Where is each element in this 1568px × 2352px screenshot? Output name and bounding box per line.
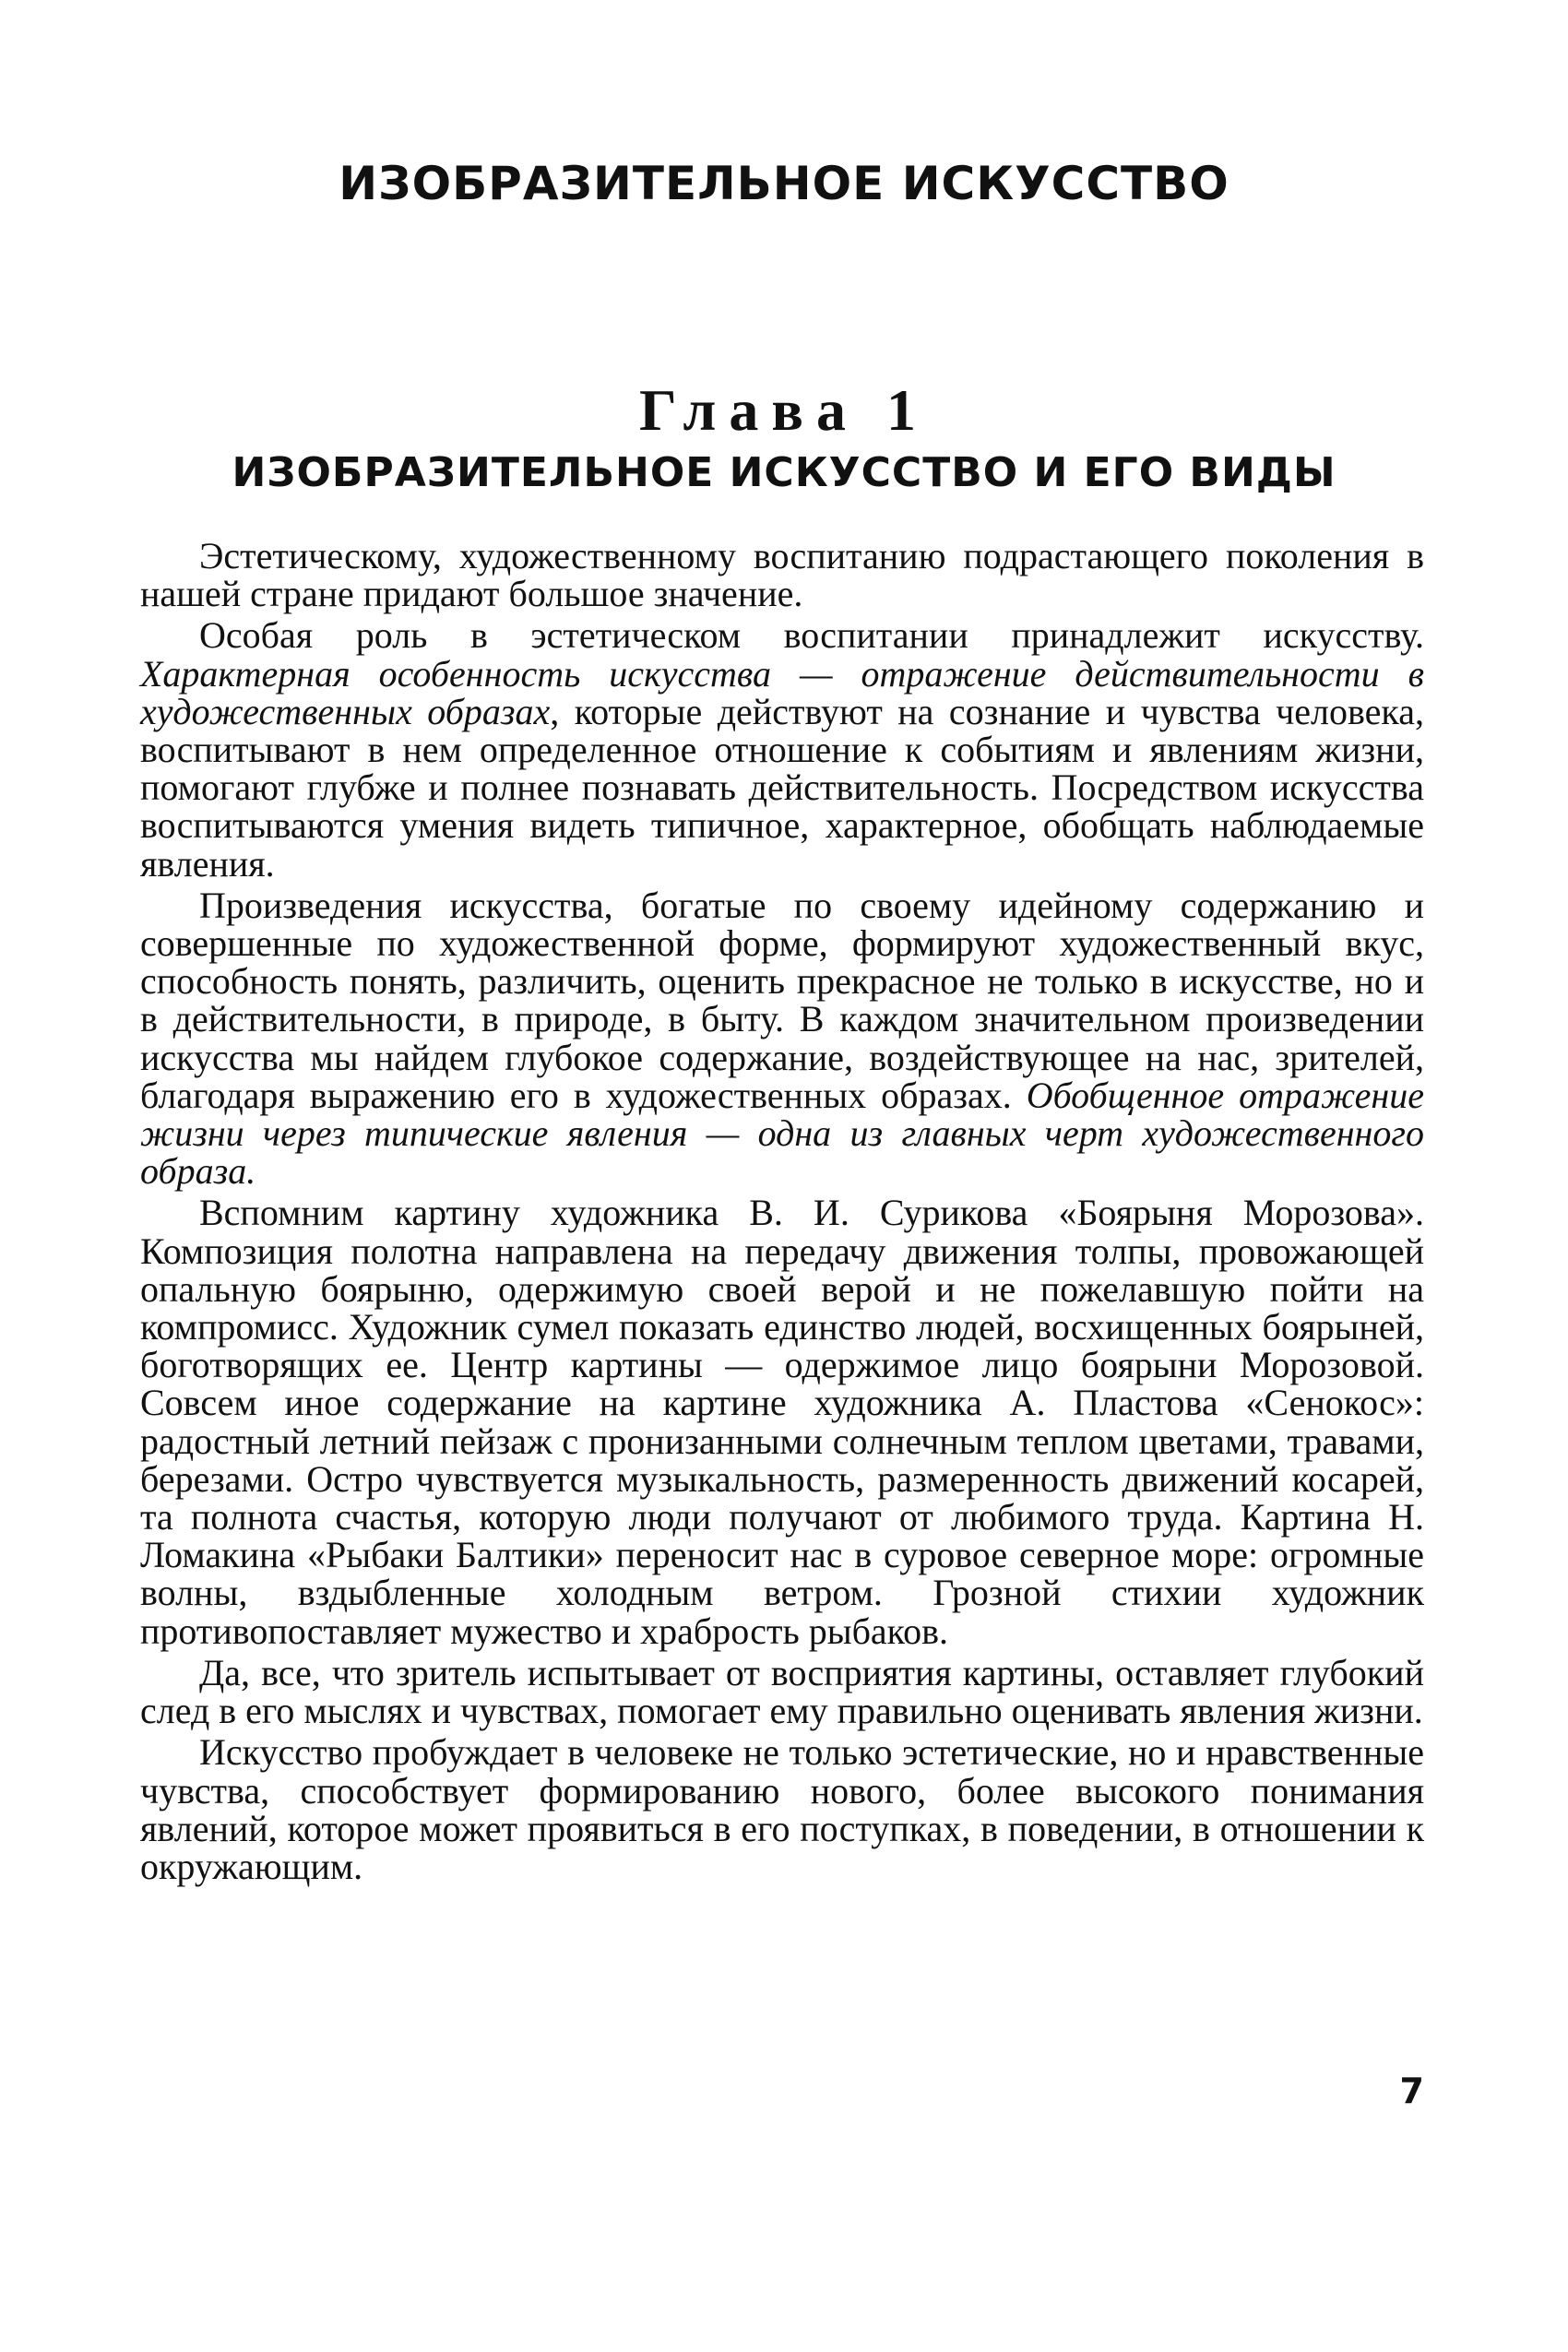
page-number: 7: [1399, 2071, 1424, 2111]
paragraph-6: [140, 1733, 1424, 1885]
paragraph-6-text: Искусство пробуждает в человеке не только эстетические, но и нравственные чувства, способствует формированию нового, более высокого понимания явлений, которое может проявиться в его поступках, в поведении, в отношении к окружающим.: [140, 1731, 1424, 1887]
section-title: ИЗОБРАЗИТЕЛЬНОЕ ИСКУССТВО: [339, 157, 1229, 210]
paragraph-3: [140, 886, 1424, 1191]
paragraph-4: [140, 1192, 1424, 1652]
paragraph-5: [140, 1651, 1424, 1732]
paragraph-5-text: Да, все, что зритель испытывает от восприятия картины, оставляет глубокий след в его мыслях и чувствах, помогает ему правильно оценивать явления жизни.: [140, 1651, 1424, 1732]
paragraph-1: [140, 535, 1424, 615]
paragraph-4-text: Вспомним картину художника В. И. Сурикова «Боярыня Морозова». Композиция полотна направлена на передачу движения толпы, провожающей опальную боярыню, одержимую своей верой и не пожелавшую пойти на компромисс. Художник сумел показать единство людей, восхищенных боярыней, боготворящих ее. Центр картины — одержимое лицо боярыни Морозовой. Совсем иное содержание на картине художника А. Пластова «Сенокос»: радостный летний пейзаж с пронизанными солнечным теплом цветами, травами, березами. Остро чувствуется музыкальность, размеренность движений косарей, та полнота счастья, которую люди получают от любимого труда. Картина Н. Ломакина «Рыбаки Балтики» переносит нас в суровое северное море: огромные волны, вздыбленные холодным ветром. Грозной стихии художник противопоставляет мужество и храбрость рыбаков.: [140, 1192, 1424, 1652]
paragraph-3-emphasis: Обобщенное отражение жизни через типические явления — одна из главных черт художественного образа.: [140, 1074, 1425, 1193]
paragraph-1-text: Эстетическому, художественному воспитанию подрастающего поколения в нашей стране придают большое значение.: [140, 535, 1424, 615]
chapter-title: ИЗОБРАЗИТЕЛЬНОЕ ИСКУССТВО И ЕГО ВИДЫ: [232, 449, 1336, 496]
paragraph-2-emphasis: Характерная особенность искусства — отражение действительности в художественных образах: [140, 652, 1424, 732]
body-text: [140, 537, 1424, 1889]
chapter-label: Глава 1: [639, 377, 929, 443]
paragraph-3-text: Произведения искусства, богатые по своему идейному содержанию и совершенные по художественной форме, формируют художественный вкус, способность понять, различить, оценить прекрасное не только в искусстве, но и в действительности, в природе, в быту. В каждом значительном произведении искусства мы найдем глубокое содержание, воздействующее на нас, зрителей, благодаря выражению его в художественных образах.: [140, 884, 1424, 1116]
paragraph-2: [140, 614, 1424, 885]
paragraph-2-text-end: , которые действуют на сознание и чувства человека, воспитывают в нем определенное отношение к событиям и явлениям жизни, помогают глубже и полнее познавать действительность. Посредством искусства воспитываются умения видеть типичное, характерное, обобщать наблюдаемые явления.: [140, 690, 1424, 885]
paragraph-2-text-start: Особая роль в эстетическом воспитании принадлежит искусству.: [199, 614, 1424, 657]
